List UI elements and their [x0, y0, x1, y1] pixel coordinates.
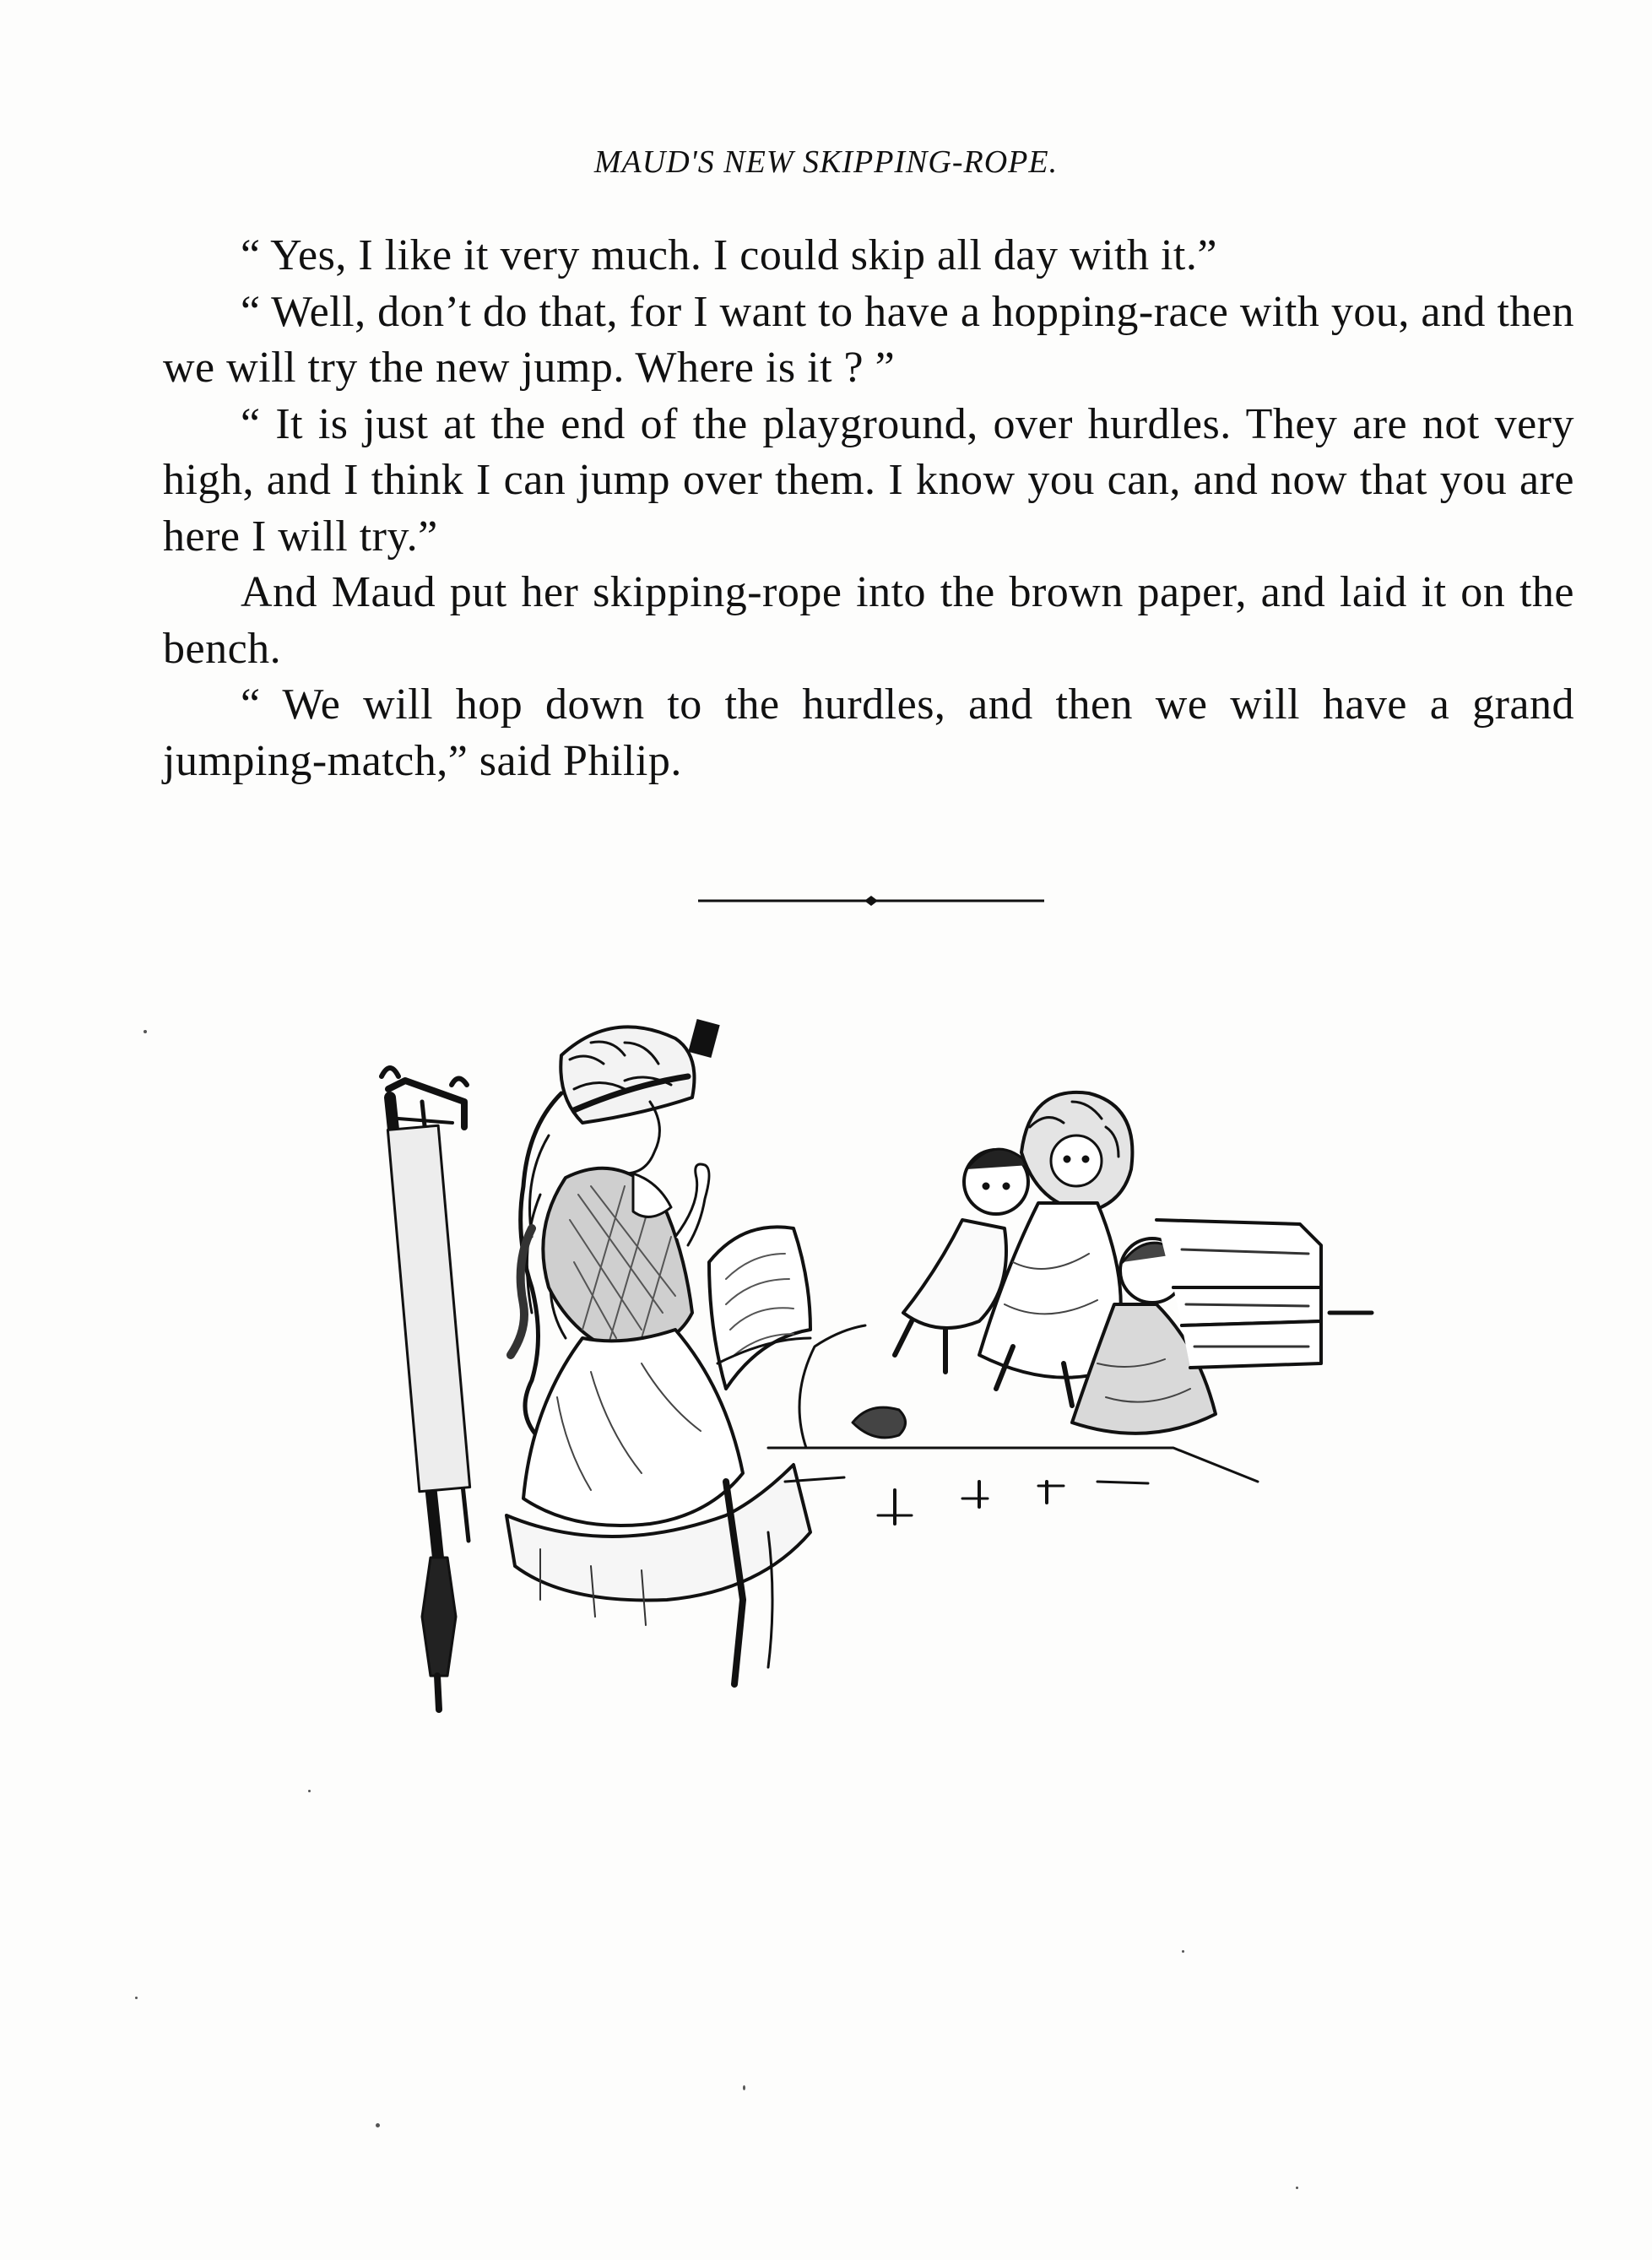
paragraph-3: “ It is just at the end of the playground, over hurdles. They are not very high, and I think I can jump over them. I know you can, and now that you are here I will try.” — [163, 399, 1574, 561]
paper-speck — [135, 1997, 138, 1999]
open-book — [709, 1227, 810, 1389]
paragraph-5: “ We will hop down to the hurdles, and then we will have a grand jumping-match,” said Philip. — [163, 680, 1574, 785]
chair — [382, 1068, 470, 1710]
paper-speck — [144, 1030, 147, 1033]
paragraph-4: And Maud put her skipping-rope into the brown paper, and laid it on the bench. — [163, 568, 1574, 673]
engraving-girl-reading-with-dolls — [371, 1009, 1376, 1773]
paper-speck — [1182, 1950, 1184, 1953]
girl-figure — [506, 1019, 810, 1684]
paper-speck — [376, 2123, 380, 2127]
section-divider-ornament — [698, 895, 1044, 907]
paper-speck — [1296, 2187, 1298, 2189]
paper-speck — [743, 2085, 745, 2090]
small-cap-on-table — [853, 1407, 906, 1438]
paragraph-1: “ Yes, I like it very much. I could skip all day with it.” — [241, 231, 1217, 279]
body-text — [163, 228, 1574, 789]
paragraph-2: “ Well, don’t do that, for I want to have a hopping-race with you, and then we will try the new jump. Where is it ? ” — [163, 287, 1574, 392]
paper-speck — [308, 1790, 311, 1792]
stacked-books — [1156, 1220, 1372, 1368]
running-head: MAUD'S NEW SKIPPING-ROPE. — [593, 144, 1059, 180]
